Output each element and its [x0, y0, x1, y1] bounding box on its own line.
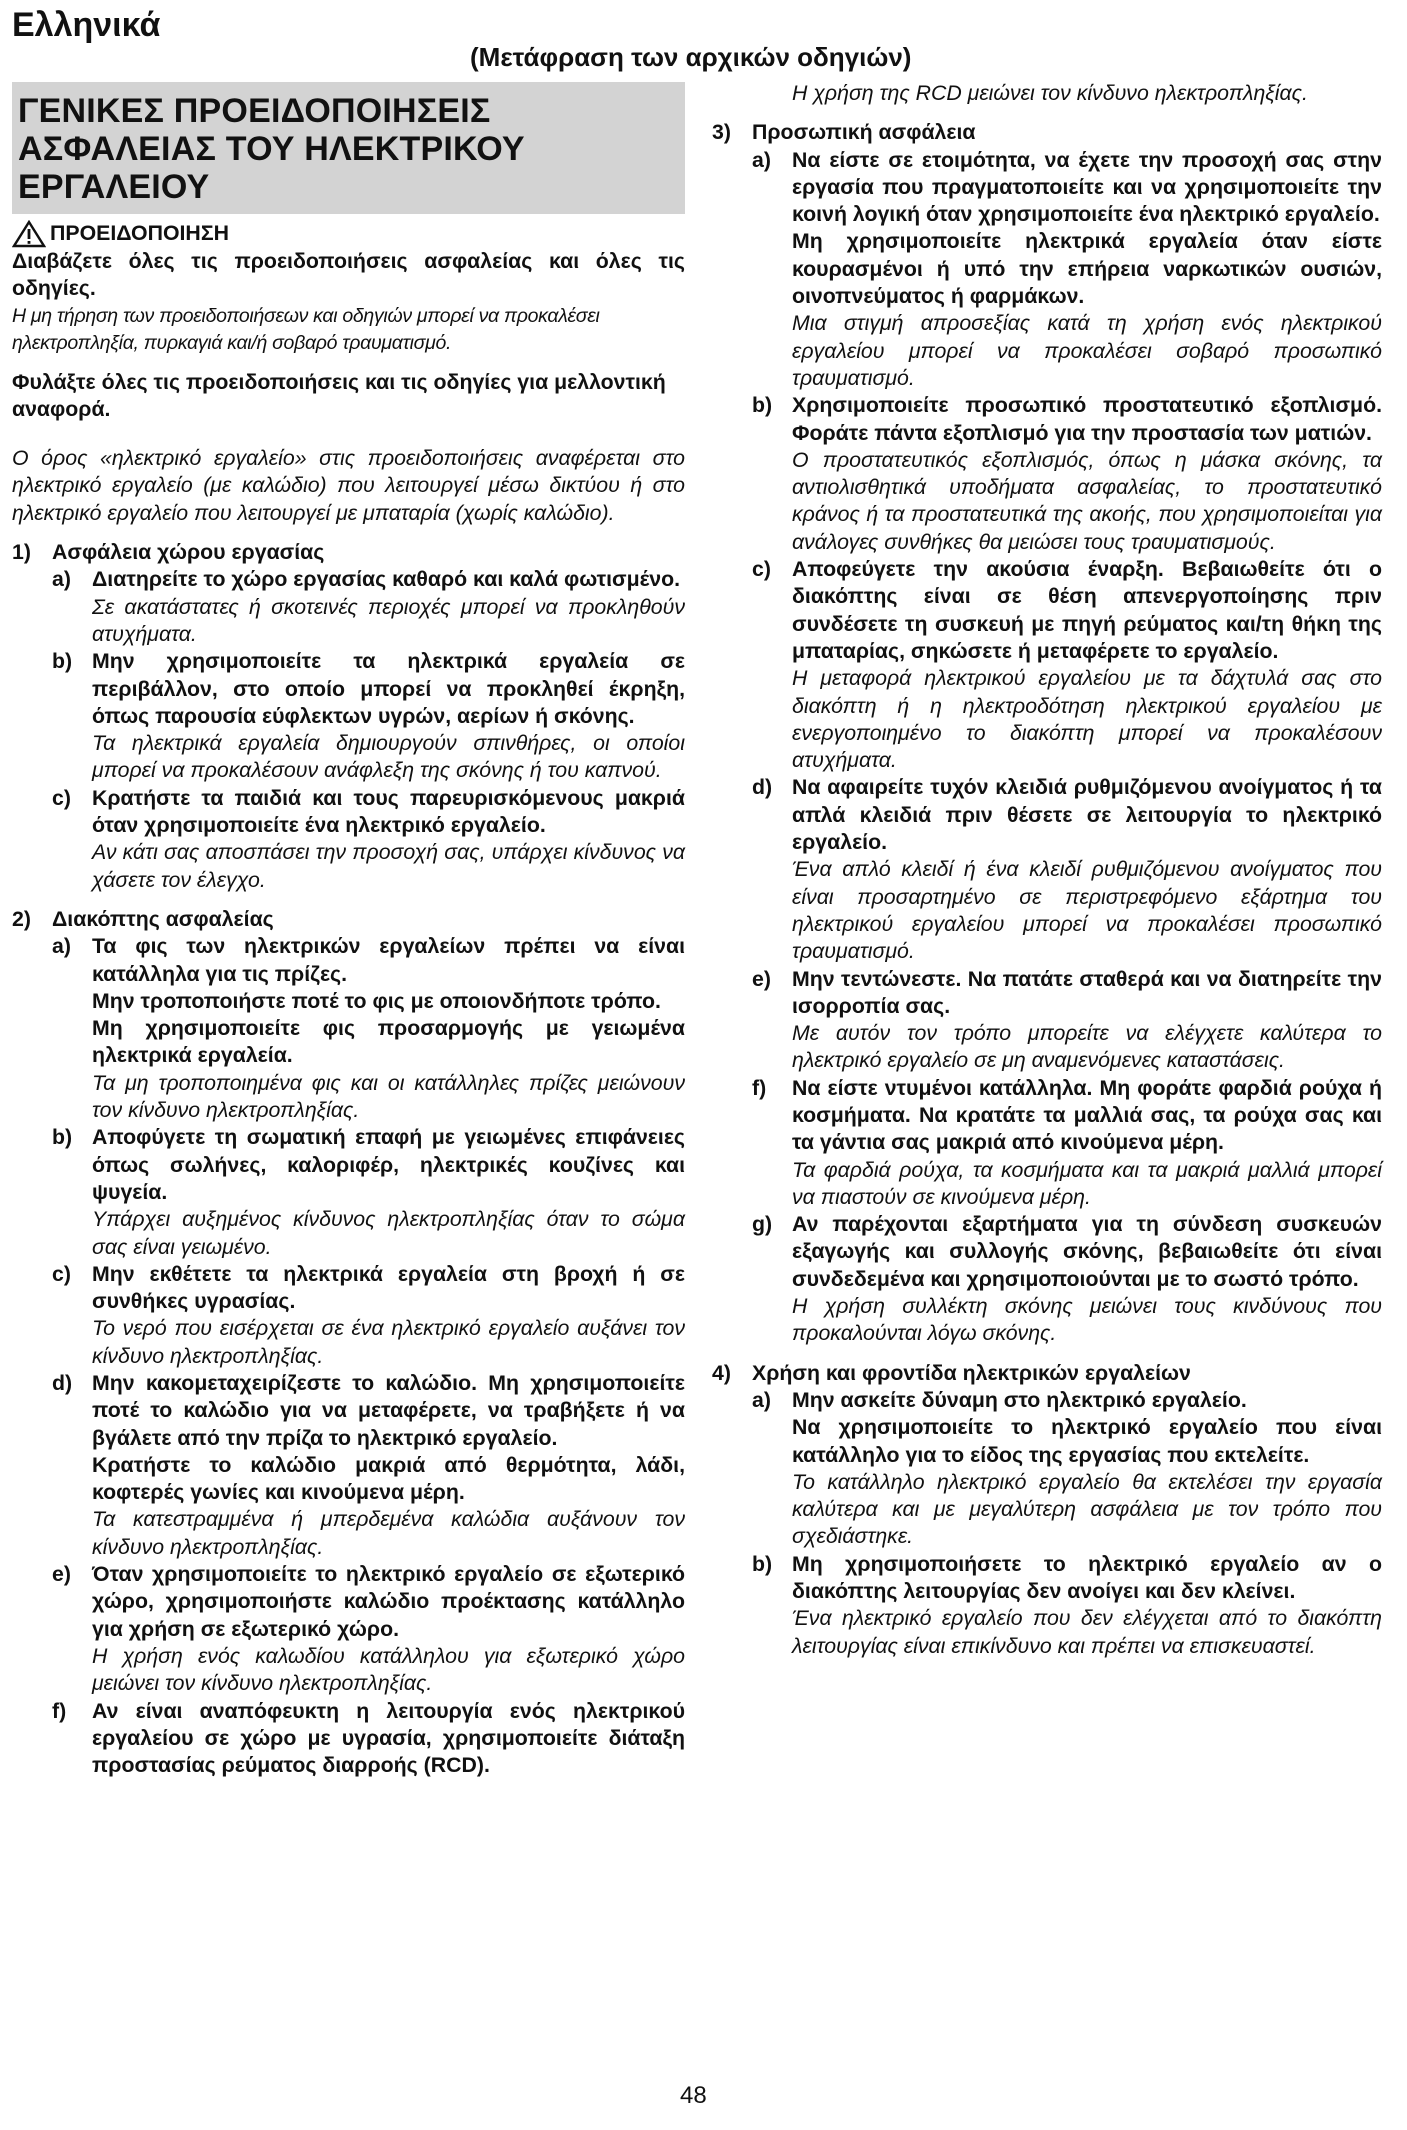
left-column [12, 82, 685, 1779]
item-instruction: Χρησιμοποιείτε προσωπικό προστατευτικό εξοπλισμό. Φοράτε πάντα εξοπλισμό για την προστασία των ματιών. [792, 393, 1382, 445]
banner-line-2: ΑΣΦΑΛΕΙΑΣ ΤΟΥ ΗΛΕΚΤΡΙΚΟΥ [18, 130, 525, 168]
item-label: b) [752, 1551, 773, 1576]
section-number: 3) [712, 120, 731, 145]
item-instruction: Όταν χρησιμοποιείτε το ηλεκτρικό εργαλείο σε εξωτερικό χώρο, χρησιμοποιήστε καλώδιο προέκτασης κατάλληλο για χρήση σε εξωτερικό χώρο. [92, 1562, 685, 1641]
banner-line-1: ΓΕΝΙΚΕΣ ΠΡΟΕΙΔΟΠΟΙΗΣΕΙΣ [18, 92, 491, 130]
right-column [712, 80, 1382, 1660]
item-explanation: Με αυτόν τον τρόπο μπορείτε να ελέγχετε καλύτερα το ηλεκτρικό εργαλείο σε μη αναμενόμενες καταστάσεις. [792, 1021, 1382, 1073]
section-number: 1) [12, 540, 31, 565]
item-label: c) [752, 557, 771, 582]
item-instruction: Αν είναι αναπόφευκτη η λειτουργία ενός ηλεκτρικού εργαλείου σε χώρο με υγρασία, χρησιμοποιείτε διάταξη προστασίας ρεύματος διαρροής (RCD). [92, 1698, 685, 1778]
item-label: f) [52, 1698, 67, 1723]
section-title: Χρήση και φροντίδα ηλεκτρικών εργαλείων [752, 1360, 1191, 1385]
item-label: e) [752, 966, 771, 991]
item-explanation: Αν κάτι σας αποσπάσει την προσοχή σας, υπάρχει κίνδυνος να χάσετε τον έλεγχο. [92, 840, 685, 892]
item-label: b) [52, 649, 73, 674]
item-instruction-2: Κρατήστε το καλώδιο μακριά από θερμότητα, λάδι, κοφτερές γωνίες και κινούμενα μέρη. [92, 1452, 685, 1505]
item-1c [12, 785, 685, 894]
section-title: Προσωπική ασφάλεια [752, 120, 976, 145]
item-2f-explanation: Η χρήση της RCD μειώνει τον κίνδυνο ηλεκτροπληξίας. [792, 81, 1308, 105]
section-title: Ασφάλεια χώρου εργασίας [52, 540, 325, 565]
item-label: a) [52, 934, 71, 959]
item-instruction-2: Μην τροποποιήστε ποτέ το φις με οποιονδήποτε τρόπο. [92, 988, 661, 1013]
item-explanation: Η χρήση ενός καλωδίου κατάλληλου για εξωτερικό χώρο μειώνει τον κίνδυνο ηλεκτροπληξίας. [92, 1643, 685, 1696]
item-3a [712, 147, 1382, 393]
section-title: Διακόπτης ασφαλείας [52, 906, 274, 931]
item-explanation: Ο προστατευτικός εξοπλισμός, όπως η μάσκα σκόνης, τα αντιολισθητικά υποδήματα ασφαλείας, το προστατευτικό κράνος ή τα προστατευτικά της ακοής, που χρησιμοποιείται για ανάλογες συνθήκες θα μειώσει τους τραυματισμούς. [792, 447, 1382, 554]
item-instruction: Μην εκθέτετε τα ηλεκτρικά εργαλεία στη βροχή ή σε συνθήκες υγρασίας. [92, 1261, 685, 1314]
item-4b [712, 1551, 1382, 1660]
item-instruction-2: Μη χρησιμοποιείτε ηλεκτρικά εργαλεία όταν είστε κουρασμένοι ή υπό την επήρεια ναρκωτικών ουσιών, οινοπνεύματος ή φαρμάκων. [792, 229, 1382, 309]
item-instruction: Μην τεντώνεστε. Να πατάτε σταθερά και να διατηρείτε την ισορροπία σας. [792, 966, 1382, 1018]
item-explanation: Τα ηλεκτρικά εργαλεία δημιουργούν σπινθήρες, οι οποίοι μπορεί να προκαλέσουν ανάφλεξη της σκόνης ή του καπνού. [92, 731, 685, 783]
item-instruction: Αποφεύγετε την ακούσια έναρξη. Βεβαιωθείτε ότι ο διακόπτης είναι σε θέση απενεργοποίησης πριν συνδέσετε τη συσκευή με πηγή ρεύματος και/τη θήκη της μπαταρίας, σηκώσετε ή μεταφέρετε το εργαλείο. [792, 557, 1382, 663]
item-instruction: Τα φις των ηλεκτρικών εργαλείων πρέπει να είναι κατάλληλα για τις πρίζες. [92, 934, 685, 986]
item-explanation: Τα μη τροποποιημένα φις και οι κατάλληλες πρίζες μειώνουν τον κίνδυνο ηλεκτροπληξίας. [92, 1070, 685, 1123]
item-label: d) [752, 775, 773, 800]
item-label: a) [52, 567, 71, 592]
item-3e [712, 966, 1382, 1075]
warning-title: ΠΡΟΕΙΔΟΠΟΙΗΣΗ [50, 221, 229, 246]
item-2b [12, 1124, 685, 1260]
section-3-heading [712, 119, 1382, 146]
section-2-heading [12, 906, 685, 933]
warning-term: Ο όρος «ηλεκτρικό εργαλείο» στις προειδοποιήσεις αναφέρεται στο ηλεκτρικό εργαλείο (με καλώδιο) που λειτουργεί μέσω δικτύου ή στο ηλεκτρικό εργαλείο που λειτουργεί με μπαταρία (χωρίς καλώδιο). [12, 446, 685, 525]
translation-subtitle: (Μετάφραση των αρχικών οδηγιών) [470, 42, 912, 72]
item-label: f) [752, 1075, 767, 1100]
item-3f [712, 1075, 1382, 1211]
item-explanation: Η μεταφορά ηλεκτρικού εργαλείου με τα δάχτυλά σας στο διακόπτη ή η ηλεκτροδότηση ηλεκτρικού εργαλείου με ενεργοποιημένο το διακόπτη μπορεί να προκαλέσουν ατυχήματα. [792, 666, 1382, 773]
item-instruction-3: Μη χρησιμοποιείτε φις προσαρμογής με γειωμένα ηλεκτρικά εργαλεία. [92, 1016, 685, 1068]
item-2d [12, 1370, 685, 1561]
warning-read-all: Διαβάζετε όλες τις προειδοποιήσεις ασφαλείας και όλες τις οδηγίες. [12, 249, 685, 301]
item-2e [12, 1561, 685, 1697]
item-3d [712, 774, 1382, 965]
item-2a [12, 933, 685, 1124]
item-label: d) [52, 1370, 73, 1395]
section-number: 2) [12, 906, 31, 931]
item-instruction: Να είστε σε ετοιμότητα, να έχετε την προσοχή σας στην εργασία που πραγματοποιείτε και να χρησιμοποιείτε την κοινή λογική όταν χρησιμοποιείτε ένα ηλεκτρικό εργαλείο. [792, 147, 1382, 227]
item-label: b) [752, 393, 773, 418]
item-explanation: Το κατάλληλο ηλεκτρικό εργαλείο θα εκτελέσει την εργασία καλύτερα και με μεγαλύτερη ασφάλεια με τον τρόπο που σχεδιάστηκε. [792, 1469, 1382, 1549]
item-instruction-2: Να χρησιμοποιείτε το ηλεκτρικό εργαλείο που είναι κατάλληλο για το είδος της εργασίας που εκτελείτε. [792, 1415, 1382, 1467]
item-instruction: Μην ασκείτε δύναμη στο ηλεκτρικό εργαλείο. [792, 1387, 1247, 1412]
section-4-heading [712, 1360, 1382, 1387]
warning-triangle-icon [12, 220, 46, 248]
item-explanation: Σε ακατάστατες ή σκοτεινές περιοχές μπορεί να προκληθούν ατυχήματα. [92, 594, 685, 646]
item-2f [12, 1698, 685, 1780]
warning-heading [12, 220, 685, 248]
item-instruction: Διατηρείτε το χώρο εργασίας καθαρό και καλά φωτισμένο. [92, 567, 681, 592]
item-explanation: Υπάρχει αυξημένος κίνδυνος ηλεκτροπληξίας όταν το σώμα σας είναι γειωμένο. [92, 1207, 685, 1259]
item-3c [712, 556, 1382, 774]
item-3g [712, 1211, 1382, 1347]
section-1-heading [12, 539, 685, 566]
item-2c [12, 1261, 685, 1370]
item-label: e) [52, 1562, 71, 1587]
section-number: 4) [712, 1360, 731, 1385]
item-label: a) [752, 147, 771, 172]
item-explanation: Τα κατεστραμμένα ή μπερδεμένα καλώδια αυξάνουν τον κίνδυνο ηλεκτροπληξίας. [92, 1507, 685, 1559]
item-instruction: Μην κακομεταχειρίζεστε το καλώδιο. Μη χρησιμοποιείτε ποτέ το καλώδιο για να μεταφέρετε, να τραβήξετε ή να βγάλετε από την πρίζα το ηλεκτρικό εργαλείο. [92, 1370, 685, 1450]
title-banner [12, 82, 685, 214]
item-explanation: Τα φαρδιά ρούχα, τα κοσμήματα και τα μακριά μαλλιά μπορεί να πιαστούν σε κινούμενα μέρη. [792, 1157, 1382, 1209]
item-1b [12, 648, 685, 784]
item-label: c) [52, 785, 71, 810]
item-instruction: Μη χρησιμοποιήσετε το ηλεκτρικό εργαλείο αν ο διακόπτης λειτουργίας δεν ανοίγει και δεν κλείνει. [792, 1551, 1382, 1604]
item-3b [712, 392, 1382, 556]
item-1a [12, 566, 685, 648]
item-instruction: Αν παρέχονται εξαρτήματα για τη σύνδεση συσκευών εξαγωγής και συλλογής σκόνης, βεβαιωθείτε ότι είναι συνδεδεμένα και χρησιμοποιούνται με το σωστό τρόπο. [792, 1212, 1382, 1291]
item-label: c) [52, 1261, 71, 1286]
page-number: 48 [680, 2082, 707, 2109]
banner-line-3: ΕΡΓΑΛΕΙΟΥ [18, 168, 210, 206]
item-explanation: Ένα ηλεκτρικό εργαλείο που δεν ελέγχεται από το διακόπτη λειτουργίας είναι επικίνδυνο και πρέπει να επισκευαστεί. [792, 1606, 1382, 1658]
item-instruction: Αποφύγετε τη σωματική επαφή με γειωμένες επιφάνειες όπως σωλήνες, καλοριφέρ, ηλεκτρικές κουζίνες και ψυγεία. [92, 1125, 685, 1204]
warning-keep: Φυλάξτε όλες τις προειδοποιήσεις και τις οδηγίες για μελλοντική αναφορά. [12, 369, 666, 421]
item-instruction: Κρατήστε τα παιδιά και τους παρευρισκόμενους μακριά όταν χρησιμοποιείτε ένα ηλεκτρικό εργαλείο. [92, 785, 685, 838]
item-instruction: Να αφαιρείτε τυχόν κλειδιά ρυθμιζόμενου ανοίγματος ή τα απλά κλειδιά πριν θέσετε σε λειτουργία το ηλεκτρικό εργαλείο. [792, 775, 1382, 855]
item-instruction: Να είστε ντυμένοι κατάλληλα. Μη φοράτε φαρδιά ρούχα ή κοσμήματα. Να κρατάτε τα μαλλιά σας, τα ρούχα σας και τα γάντια σας μακριά από κινούμενα μέρη. [792, 1075, 1382, 1155]
item-explanation: Μια στιγμή απροσεξίας κατά τη χρήση ενός ηλεκτρικού εργαλείου μπορεί να προκαλέσει σοβαρό προσωπικό τραυματισμό. [792, 311, 1382, 390]
item-4a [712, 1387, 1382, 1551]
item-explanation: Ένα απλό κλειδί ή ένα κλειδί ρυθμιζόμενου ανοίγματος που είναι προσαρτημένο σε περιστρεφόμενο εξάρτημα του ηλεκτρικού εργαλείου μπορεί να προκαλέσει προσωπικό τραυματισμό. [792, 857, 1382, 964]
item-label: g) [752, 1212, 773, 1237]
item-instruction: Μην χρησιμοποιείτε τα ηλεκτρικά εργαλεία σε περιβάλλον, στο οποίο μπορεί να προκληθεί έκρηξη, όπως παρουσία εύφλεκτων υγρών, αερίων ή σκόνης. [92, 649, 685, 728]
item-label: b) [52, 1125, 73, 1150]
item-label: a) [752, 1387, 771, 1412]
item-explanation: Η χρήση συλλέκτη σκόνης μειώνει τους κινδύνους που προκαλούνται λόγω σκόνης. [792, 1294, 1382, 1346]
item-explanation: Το νερό που εισέρχεται σε ένα ηλεκτρικό εργαλείο αυξάνει τον κίνδυνο ηλεκτροπληξίας. [92, 1316, 685, 1368]
warning-consequence: Η μη τήρηση των προειδοποιήσεων και οδηγιών μπορεί να προκαλέσει ηλεκτροπληξία, πυρκαγιά και/ή σοβαρό τραυματισμό. [12, 304, 600, 354]
language-heading: Ελληνικά [12, 6, 161, 44]
